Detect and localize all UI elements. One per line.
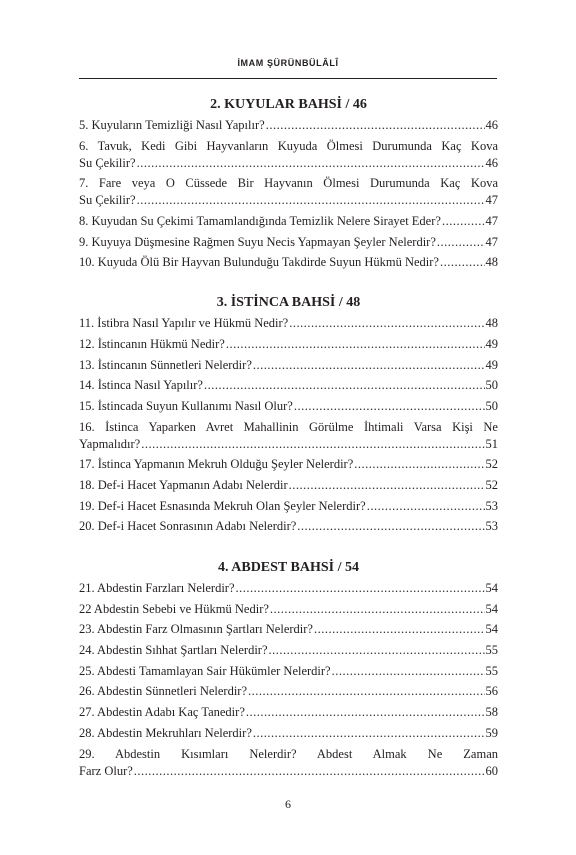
toc-entry-row <box>79 398 498 415</box>
toc-entry-list <box>79 315 498 535</box>
toc-entry-page: 47 <box>485 234 498 249</box>
dot-leader <box>246 704 485 721</box>
toc-entry <box>79 683 498 700</box>
header-rule <box>79 78 497 79</box>
toc-entry-text: 5. Kuyuların Temizliği Nasıl Yapılır? <box>79 118 265 132</box>
page-number: 6 <box>285 797 291 811</box>
toc-entry <box>79 580 498 597</box>
toc-entry-row <box>79 254 498 271</box>
toc-entry <box>79 419 498 453</box>
toc-entry-page: 47 <box>485 214 498 229</box>
dot-leader <box>253 725 485 742</box>
toc-entry-page: 48 <box>485 316 498 331</box>
toc-entry-list <box>79 580 498 780</box>
toc-entry-row <box>79 621 498 638</box>
dot-leader <box>289 315 484 332</box>
toc-entry-page: 50 <box>485 398 498 413</box>
toc-entry <box>79 498 498 515</box>
toc-section <box>79 96 498 271</box>
toc-entry-first-line: 29. Abdestin Kısımları Nelerdir? Abdest Almak Ne Zaman <box>79 746 498 761</box>
section-title: 2. KUYULAR BAHSİ / 46 <box>210 97 367 112</box>
toc-entry <box>79 456 498 473</box>
toc-entry-row <box>79 456 498 473</box>
dot-leader <box>442 213 485 230</box>
table-of-contents <box>79 96 498 783</box>
toc-entry-page: 50 <box>485 378 498 393</box>
toc-entry <box>79 213 498 230</box>
toc-entry-text: 14. İstinca Nasıl Yapılır? <box>79 378 203 393</box>
toc-entry <box>79 725 498 742</box>
toc-entry-text: Su Çekilir? <box>79 155 136 170</box>
dot-leader <box>294 398 485 415</box>
toc-entry <box>79 175 498 209</box>
toc-entry-first-line: 7. Fare veya O Cüssede Bir Hayvanın Ölmesi Durumunda Kaç Kova <box>79 176 498 191</box>
dot-leader <box>226 336 485 353</box>
toc-entry-page: 55 <box>485 663 498 678</box>
toc-section <box>79 294 498 535</box>
dot-leader <box>248 683 484 700</box>
toc-entry-row <box>79 213 498 230</box>
toc-entry-text: 23. Abdestin Farz Olmasının Şartları Nelerdir? <box>79 622 313 637</box>
toc-entry-text: 22 Abdestin Sebebi ve Hükmü Nedir? <box>79 601 269 616</box>
toc-entry <box>79 477 498 494</box>
dot-leader <box>134 763 485 780</box>
dot-leader <box>332 663 485 680</box>
dot-leader <box>367 498 485 515</box>
toc-entry-text: 10. Kuyuda Ölü Bir Hayvan Bulunduğu Takdirde Suyun Hükmü Nedir? <box>79 255 439 270</box>
toc-entry <box>79 138 498 172</box>
toc-entry-text: 11. İstibra Nasıl Yapılır ve Hükmü Nedir? <box>79 316 289 331</box>
toc-entry-row <box>79 601 498 618</box>
toc-entry <box>79 663 498 680</box>
toc-entry-text: 12. İstincanın Hükmü Nedir? <box>79 336 225 351</box>
toc-entry-page: 52 <box>485 457 498 472</box>
toc-entry-page: 53 <box>485 498 498 513</box>
toc-entry <box>79 746 498 780</box>
toc-entry-page: 54 <box>485 601 498 616</box>
dot-leader <box>266 117 485 134</box>
toc-entry-row <box>79 315 498 332</box>
dot-leader <box>289 477 485 494</box>
toc-entry-text: 18. Def-i Hacet Yapmanın Adabı Nelerdir <box>79 477 288 492</box>
toc-entry-page: 47 <box>485 193 498 208</box>
toc-entry <box>79 117 498 134</box>
toc-entry-row <box>79 642 498 659</box>
toc-entry-text: 28. Abdestin Mekruhları Nelerdir? <box>79 725 252 740</box>
toc-entry-page: 56 <box>485 684 498 699</box>
toc-entry-row <box>79 498 498 515</box>
section-title: 3. İSTİNCA BAHSİ / 48 <box>216 295 361 311</box>
toc-entry-page: 48 <box>485 255 498 270</box>
toc-entry-row <box>79 763 498 780</box>
toc-entry <box>79 315 498 332</box>
toc-entry <box>79 254 498 271</box>
dot-leader <box>141 436 484 453</box>
toc-entry <box>79 357 498 374</box>
toc-entry-text: 24. Abdestin Sıhhat Şartları Nelerdir? <box>79 643 268 658</box>
section-gap <box>79 275 498 294</box>
toc-entry-page: 53 <box>485 519 498 534</box>
toc-entry-row <box>79 518 498 535</box>
toc-entry <box>79 398 498 415</box>
toc-entry <box>79 518 498 535</box>
toc-entry-page: 52 <box>485 477 498 492</box>
dot-leader <box>440 254 485 271</box>
toc-entry-row <box>79 155 498 172</box>
toc-entry-first-line: 6. Tavuk, Kedi Gibi Hayvanların Kuyuda Ölmesi Durumunda Kaç Kova <box>79 138 498 153</box>
toc-entry-page: 46 <box>485 155 498 170</box>
dot-leader <box>236 580 485 597</box>
dot-leader <box>204 377 485 394</box>
toc-entry-text: 20. Def-i Hacet Sonrasının Adabı Nelerdir? <box>79 519 297 534</box>
toc-entry-list <box>79 117 498 271</box>
dot-leader <box>137 155 485 172</box>
toc-entry-text: 9. Kuyuya Düşmesine Rağmen Suyu Necis Yapmayan Şeyler Nelerdir? <box>79 234 436 249</box>
toc-entry <box>79 601 498 618</box>
toc-entry-page: 58 <box>485 705 498 720</box>
toc-entry-row <box>79 192 498 209</box>
dot-leader <box>354 456 484 473</box>
toc-entry-row <box>79 357 498 374</box>
toc-entry-text: Farz Olur? <box>79 763 133 778</box>
dot-leader <box>137 192 485 209</box>
toc-entry-page: 51 <box>485 436 498 451</box>
toc-entry-row <box>79 477 498 494</box>
toc-entry-row <box>79 683 498 700</box>
toc-entry-page: 49 <box>485 357 498 372</box>
toc-entry-row <box>79 336 498 353</box>
toc-entry <box>79 377 498 394</box>
toc-entry-page: 54 <box>485 622 498 637</box>
toc-entry-row <box>79 725 498 742</box>
toc-entry-row <box>79 663 498 680</box>
toc-entry-text: 17. İstinca Yapmanın Mekruh Olduğu Şeyler Nelerdir? <box>79 457 354 472</box>
toc-entry <box>79 642 498 659</box>
toc-entry <box>79 336 498 353</box>
toc-entry-row <box>79 377 498 394</box>
section-title: 4. ABDEST BAHSİ / 54 <box>218 560 359 575</box>
toc-entry-first-line: 16. İstinca Yaparken Avret Mahallinin Görülme İhtimali Varsa Kişi Ne <box>79 419 498 434</box>
section-gap <box>79 539 498 559</box>
toc-entry-page: 54 <box>485 581 498 595</box>
toc-entry-page: 55 <box>485 643 498 658</box>
toc-entry-text: 13. İstincanın Sünnetleri Nelerdir? <box>79 357 252 372</box>
toc-entry <box>79 621 498 638</box>
toc-entry-page: 46 <box>485 118 498 132</box>
toc-entry-row <box>79 117 498 134</box>
toc-entry-text: 25. Abdesti Tamamlayan Sair Hükümler Nelerdir? <box>79 663 331 678</box>
toc-entry <box>79 704 498 721</box>
toc-entry-text: 15. İstincada Suyun Kullanımı Nasıl Olur? <box>79 398 293 413</box>
toc-entry-row <box>79 704 498 721</box>
toc-entry-text: 26. Abdestin Sünnetleri Nelerdir? <box>79 684 248 699</box>
dot-leader <box>297 518 484 535</box>
toc-entry-page: 49 <box>485 336 498 351</box>
toc-entry-text: 8. Kuyudan Su Çekimi Tamamlandığında Temizlik Nelere Sirayet Eder? <box>79 214 441 229</box>
dot-leader <box>253 357 485 374</box>
toc-entry-text: Su Çekilir? <box>79 193 136 208</box>
dot-leader <box>270 601 485 618</box>
toc-entry-text: Yapmalıdır? <box>79 436 141 451</box>
toc-section <box>79 559 498 780</box>
toc-entry-text: 19. Def-i Hacet Esnasında Mekruh Olan Şeyler Nelerdir? <box>79 498 366 513</box>
toc-entry-row <box>79 436 498 453</box>
toc-entry-text: 27. Abdestin Adabı Kaç Tanedir? <box>79 705 245 720</box>
toc-entry-row <box>79 234 498 251</box>
toc-entry <box>79 234 498 251</box>
dot-leader <box>269 642 485 659</box>
dot-leader <box>437 234 485 251</box>
toc-entry-page: 60 <box>485 763 498 778</box>
dot-leader <box>314 621 485 638</box>
toc-entry-text: 21. Abdestin Farzları Nelerdir? <box>79 581 235 595</box>
toc-entry-row <box>79 580 498 597</box>
toc-entry-page: 59 <box>485 725 498 740</box>
running-header: İMAM ŞÜRÜNBÜLÂLÎ <box>237 58 339 68</box>
